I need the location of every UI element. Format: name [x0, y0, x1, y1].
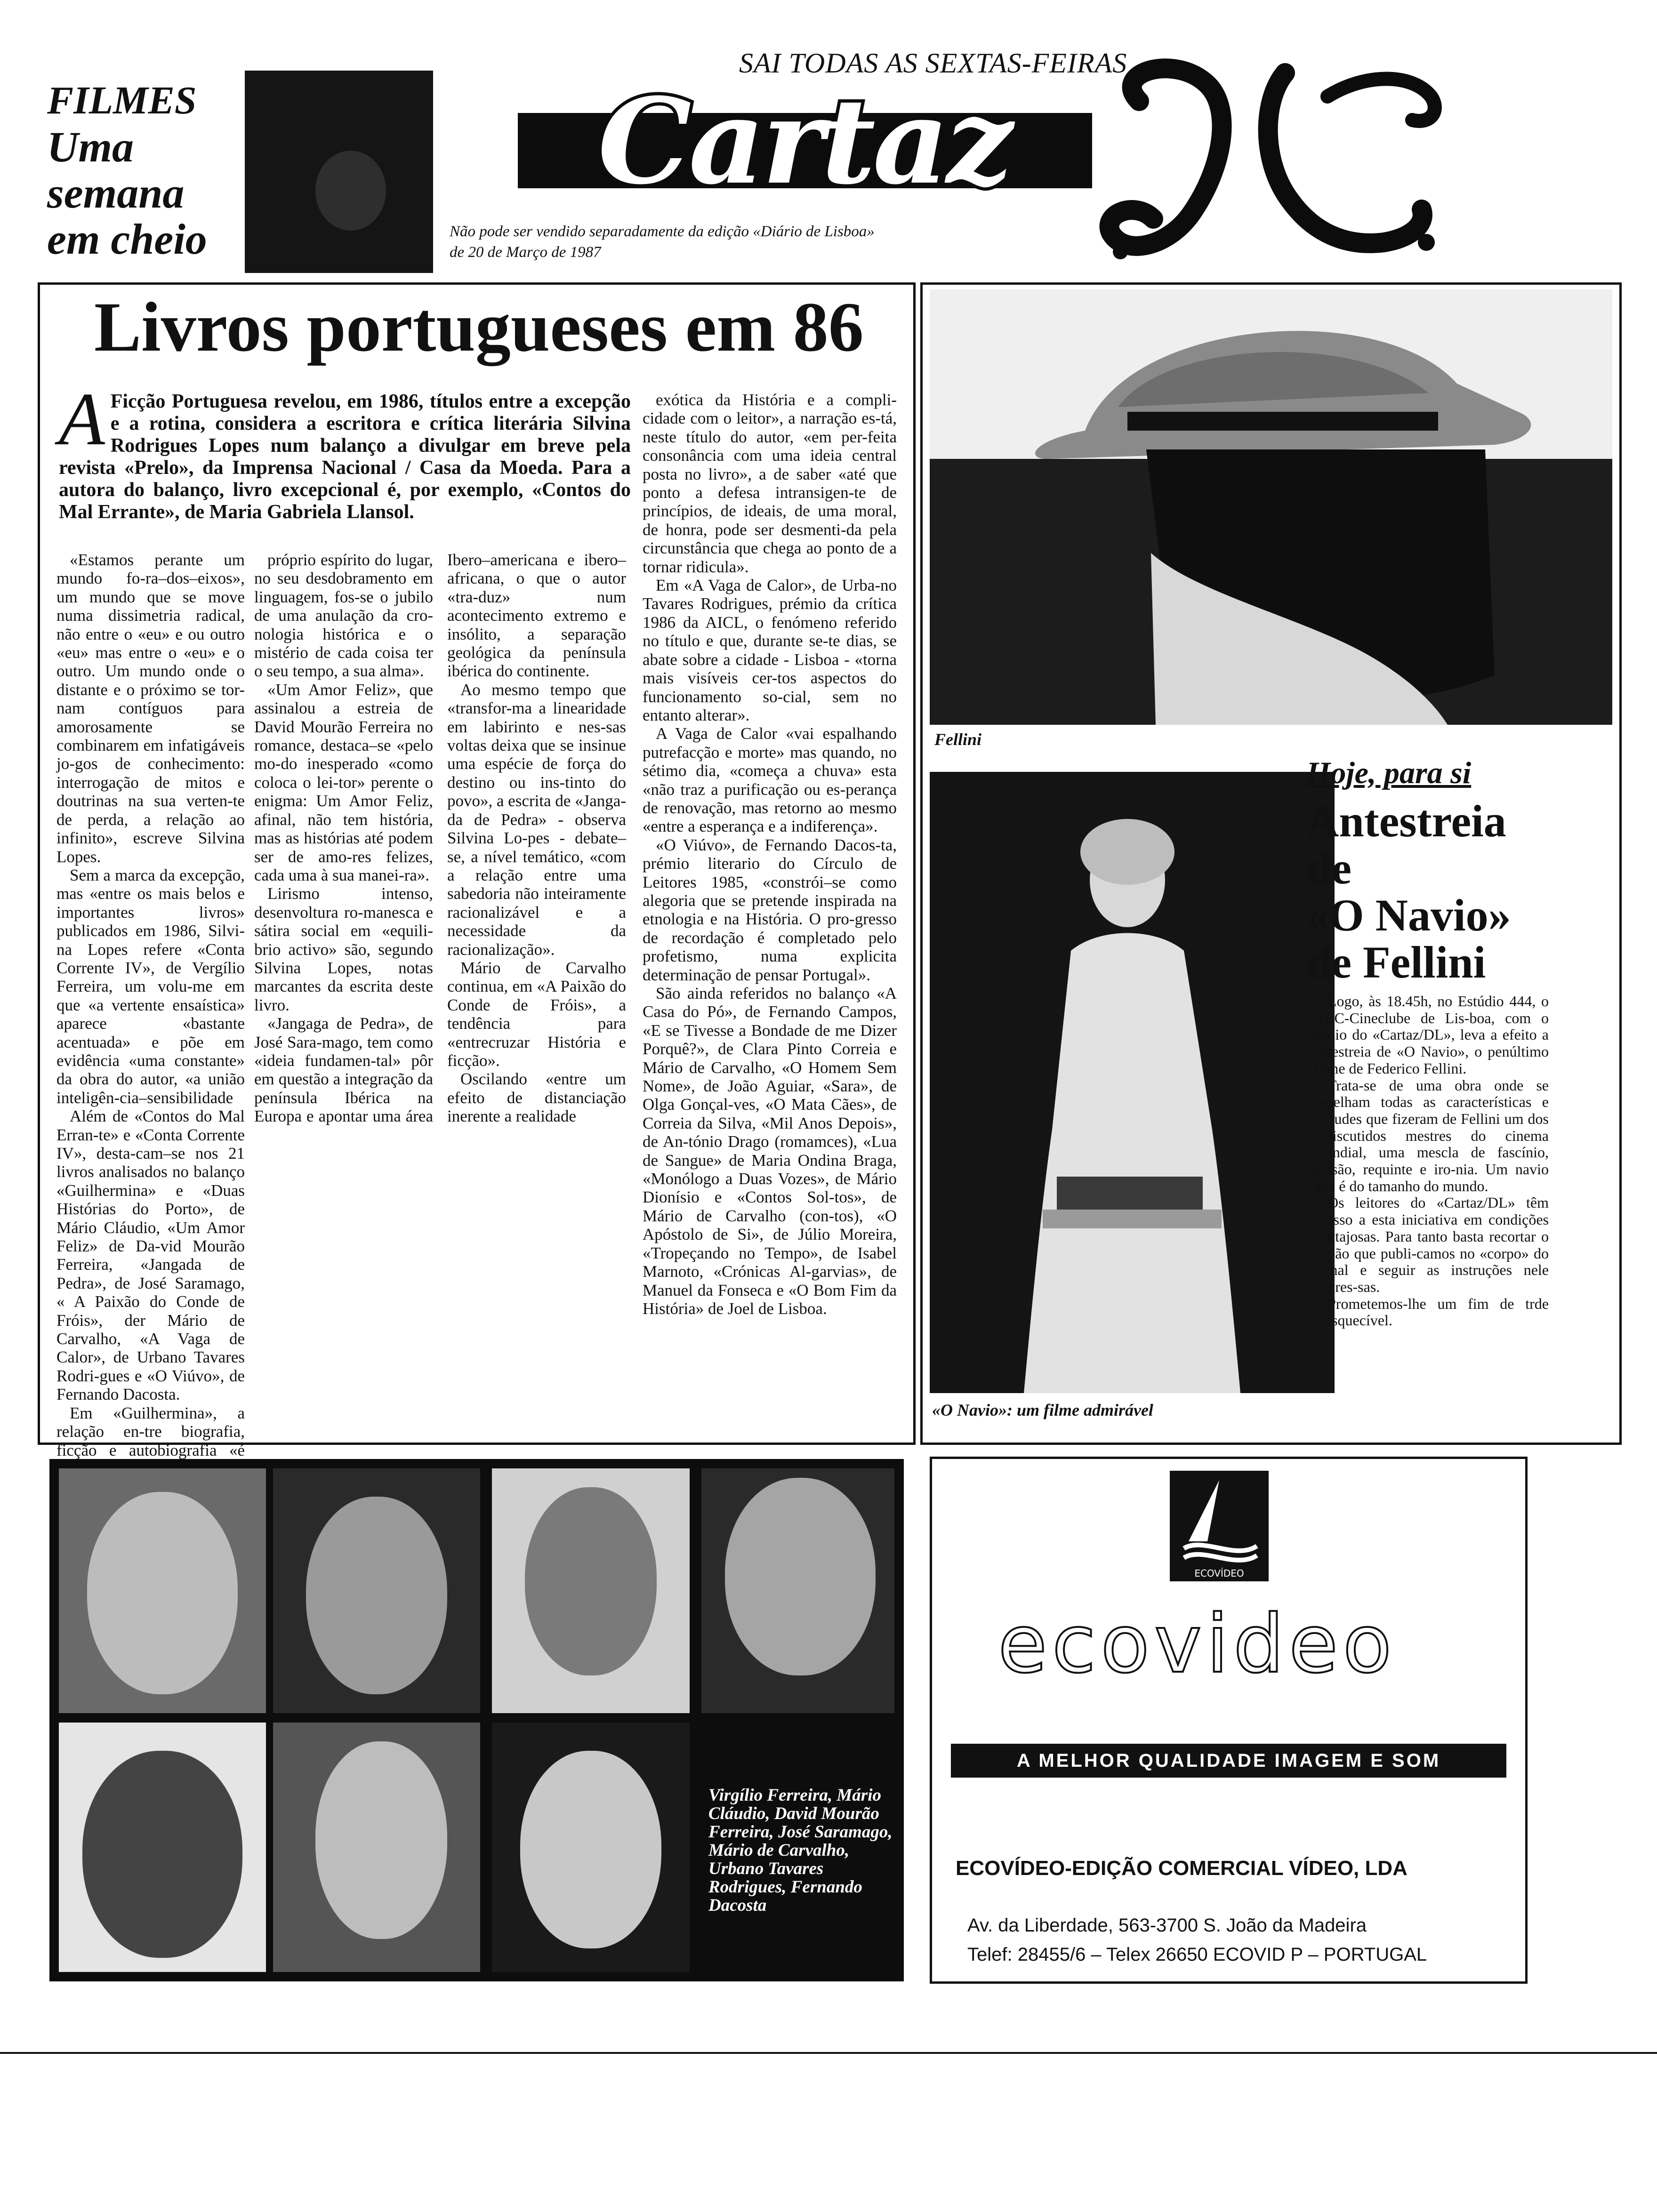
kicker-uma: Uma: [47, 123, 134, 171]
portrait-photo: [59, 1468, 266, 1713]
paragraph: São ainda referidos no balanço «A Casa do Pó», de Fernando Campos, «E se Tivesse a Bondade de me Dizer Porquê?», de Clara Pinto Correia e Mário de Carvalho, «O Homem Sem Nome», de João Aguiar, «Sara», de Olga Gonçal-ves, «O Mata Cães», de Correia da Silva, «Mil Anos Depois», de An-tónio Drago (romamces), «Lua de Sangue» de Maria Ondina Braga, «Monólogo a Duas Vozes», de Mário Dionísio e «Contos Sol-tos», de Mário de Carvalho (con-tos), «O Apóstolo de Si», de Júlio Moreira, «Tropeçando no Tempo», de Isabel Marnoto, «Crónicas Al-garvias», de Manuel da Fonseca e «O Bom Fim da História» de Joel de Lisboa.: [643, 984, 897, 1318]
fellini-hat-illustration: [930, 289, 1612, 725]
fellini-caption: Fellini: [934, 730, 982, 749]
paragraph: Trata-se de uma obra onde se espelham todas as características e virtudes que fizeram de Fellini um dos indiscutidos mestres do cinema mundial, uma mescla de fascínio, irrisão, requinte e iro-nia. Um navio que é do tamanho do mundo.: [1313, 1076, 1549, 1194]
ecovideo-logo-icon: [1170, 1471, 1269, 1581]
portrait-photo: [273, 1723, 480, 1972]
ad-contact: [967, 1911, 1427, 1969]
masthead-photo: [245, 71, 433, 273]
ad-company: ECOVÍDEO-EDIÇÃO COMERCIAL VÍDEO, LDA: [956, 1857, 1408, 1880]
paragraph: Sem a marca da excepção, mas «entre os mais belos e importantes livros» publicados em 1986, Silvi-na Lopes refere «Conta Corrente IV», de Vergílio Ferreira, um volu-me em que «a vertente ensaística» aparece «bastante acentuada» e põe em evidência «uma constante» da obra do autor, «a união inteligên-cia–sensibilidade: [56, 866, 245, 1107]
paragraph: Em «A Vaga de Calor», de Urba-no Tavares Rodrigues, prémio da crítica 1986 da AICL, o fenómeno referido no título e que, durante se-te dias, se abate sobre a cidade - Lisboa - «torna mais visíveis cer-tos aspectos do funcionamento so-cial, sem no entanto alterar».: [643, 576, 897, 724]
article-column-2: [254, 551, 626, 1126]
paragraph: «Jangaga de Pedra», de José Sara-mago, tem como «ideia fundamen-tal» pôr em questão a integração da península Ibérica na Europa e apontar uma área Ibero–americana e ibero–africana, o que o autor «tra-duz» num acontecimento extremo e insólito, a separação geológica da península ibérica do continente.: [254, 551, 626, 1126]
portrait-photo: [492, 1723, 690, 1972]
kicker-em-cheio: em cheio: [47, 215, 207, 263]
sale-notice: [450, 221, 920, 263]
paragraph: Lirismo intenso, desenvoltura ro-manesca e sátira social em «equili-brio activo» são, segundo Silvina Lopes, notas marcantes da escrita deste livro.: [254, 884, 433, 1014]
feature-kicker: Hoje, para si: [1306, 756, 1472, 790]
headline-line: de Fellini: [1306, 937, 1486, 987]
headline-line: de: [1306, 843, 1351, 893]
sale-notice-line1: Não pode ser vendido separadamente da edição «Diário de Lisboa»: [450, 223, 875, 240]
paragraph: Prometemos-lhe um fim de trde inesquecível.: [1313, 1295, 1549, 1329]
paragraph: Em «Guilhermina», a relação en-tre biografia, ficção e autobiografia «é: [56, 1403, 245, 1459]
dl-monogram-icon: [1083, 45, 1450, 280]
paragraph: Oscilando «entre um efeito de distanciação inerente a realidade: [447, 1070, 626, 1126]
ad-logo-text: ECOVÍDEO: [1194, 1568, 1244, 1579]
navio-caption: «O Navio»: um filme admirável: [932, 1401, 1153, 1419]
cartaz-logo: Cartaz: [598, 72, 1011, 210]
paragraph: «Um Amor Feliz», que assinalou a estreia de David Mourão Ferreira no romance, destaca–se «pelo mo-do inesperado «como coloca o lei-tor» perente o enigma: Um Amor Feliz, afinal, não tem história, mas as histórias até podem ser de amo-res felizes, cada uma à sua manei-ra».: [254, 680, 433, 884]
portrait-photo: [701, 1468, 894, 1713]
sale-notice-line2: de 20 de Março de 1987: [450, 244, 601, 261]
paragraph: «O Viúvo», de Fernando Dacos-ta, prémio literario do Círculo de Leitores 1985, «constrói–se como alegoria que se pretende inspirada na etnologia e na História. O pro-gresso de recordação é completado pelo profetismo, numa explicita determinação de pensar Portugal».: [643, 835, 897, 984]
paragraph: Logo, às 18.45h, no Estúdio 444, o ABC-Cineclube de Lis-boa, com o apoio do «Cartaz/DL», leva a efeito a antestreia de «O Navio», o penúltimo filme de Federico Fellini.: [1313, 993, 1549, 1077]
ad-phone: Telef: 28455/6 – Telex 26650 ECOVID P – PORTUGAL: [967, 1944, 1427, 1965]
paragraph: «Estamos perante um mundo fo-ra–dos–eixos», um mundo que se move numa dissimetria radical, não entre o «eu» e ou outro «eu» mas entre o «eu» e o outro. Um mundo onde o distante e o próximo se tor-nam contíguos para amorosamente se combinarem em infatigáveis jo-gos de conhecimento: interrogação de mitos e doutrinas na sua verten-te de perda, a relação ao infinito», escreve Silvina Lopes.: [56, 551, 245, 866]
portrait-photo: [492, 1468, 690, 1713]
article-column-3: [643, 391, 897, 1318]
article-headline: Livros portugueses em 86: [94, 288, 864, 366]
ad-tagline: A MELHOR QUALIDADE IMAGEM E SOM: [951, 1744, 1506, 1778]
ad-address: Av. da Liberdade, 563-3700 S. João da Madeira: [967, 1915, 1367, 1936]
navio-woman-illustration: [930, 772, 1335, 1393]
paragraph: Além de «Contos do Mal Erran-te» e «Conta Corrente IV», desta-cam–se nos 21 livros analisados no balanço «Guilhermina» e «Duas Histórias do Porto», de Mário Cláudio, «Um Amor Feliz» de Da-vid Mourão Ferreira, «Jangada de Pedra», de José Saramago, « A Paixão do Conde de Fróis», der Mário de Carvalho, «A Vaga de Calor», de Urbano Tavares Rodri-gues e «O Viúvo», de Fernando Dacosta.: [56, 1107, 245, 1404]
article-lede: [59, 377, 631, 523]
bottom-rule: [0, 2052, 1657, 2054]
paragraph: A Vaga de Calor «vai espalhando putrefacção e morte» mas quando, no sétimo dia, «começa a chuva» esta «não traz a purificação ou es-perança de renovação, mas retorno ao mesmo «entre a esperança e a indiferença».: [643, 724, 897, 836]
feature-headline: [1306, 798, 1570, 986]
paragraph: exótica da História e a compli-cidade com o leitor», a narração es-tá, neste título do autor, «em per-feita consonância com uma ideia central posta no livro», a de saber «até que ponto a defesa intransigen-te de princípios, de ideais, de uma moral, de honra, pode ser desmenti-da pela circunstância que chega ao ponto de a tornar ridicula».: [643, 391, 897, 576]
portrait-photo: [59, 1723, 266, 1972]
kicker-semana: semana: [47, 169, 185, 217]
headline-line: Antestreia: [1306, 796, 1506, 846]
section-kicker: [47, 78, 245, 262]
kicker-filmes: FILMES: [47, 79, 197, 122]
paragraph: Mário de Carvalho continua, em «A Paixão do Conde de Fróis», a tendência para «entrecruzar História e ficção».: [447, 958, 626, 1070]
dropcap: A: [59, 377, 105, 461]
paragraph: Ao mesmo tempo que «transfor-ma a linearidade em labirinto e nes-sas voltas deixa que se insinue uma espécie de força do destino ou ins-tinto do povo», a escrita de «Janga-da de Pedra» - observa Silvina Lo-pes - debate–se, a nível temático, «com a relação entre uma sabedoria não inteiramente racionalizável e a necessidade da racionalização».: [447, 680, 626, 959]
fellini-photo: [930, 289, 1612, 725]
paragraph: Os leitores do «Cartaz/DL» têm acesso a esta iniciativa em condições vantajosas. Para tanto basta recortar o cupão que publi-camos no «corpo» do jornal e seguir as instruções nele expres-sas.: [1313, 1194, 1549, 1295]
lede-text: Ficção Portuguesa revelou, em 1986, títulos entre a excepção e a rotina, considera a escritora e crítica literária Silvina Rodrigues Lopes num balanço a divulgar em breve pela revista «Prelo», da Imprensa Nacional / Casa da Moeda. Para a autora do balanço, livro excepcional é, por exemplo, «Contos do Mal Errante», de Maria Gabriela Llansol.: [59, 391, 631, 523]
navio-still-photo: [930, 772, 1335, 1393]
paragraph: próprio espírito do lugar, no seu desdobramento em linguagem, fos-se o jubilo de uma anulação da cro-nologia histórica e o mistério de cada coisa ter o seu tempo, a sua alma».: [254, 551, 433, 681]
masthead-photo-face: [315, 151, 386, 231]
ad-wordmark: ecovideo: [998, 1598, 1397, 1691]
headline-line: «O Navio»: [1306, 890, 1511, 940]
portraits-caption: Virgílio Ferreira, Mário Cláudio, David Mourão Ferreira, José Saramago, Mário de Carvalho, Urbano Tavares Rodrigues, Fernando Dacosta: [708, 1786, 893, 1915]
feature-body: [1313, 993, 1549, 1329]
weekly-notice: SAI TODAS AS SEXTAS-FEIRAS: [739, 48, 1127, 79]
portrait-photo: [273, 1468, 480, 1713]
